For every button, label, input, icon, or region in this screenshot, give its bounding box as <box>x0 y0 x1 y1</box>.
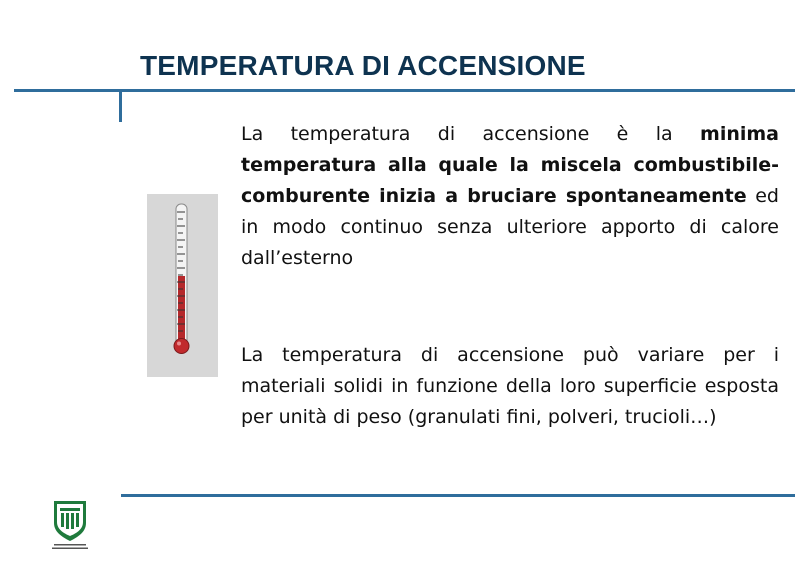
footer-rule <box>121 494 795 497</box>
university-logo <box>50 499 90 551</box>
title-rule <box>14 89 795 92</box>
definition-intro: La temperatura di accensione è la <box>241 123 701 145</box>
university-logo-icon <box>50 499 90 551</box>
slide-title: TEMPERATURA DI ACCENSIONE <box>140 50 586 81</box>
title-rule-tick <box>119 91 122 122</box>
definition-paragraph <box>241 119 779 274</box>
definition-highlight: minima temperatura alla quale la miscela combustibile-comburente inizia a bruciare spontaneamente <box>241 123 779 207</box>
thermometer-illustration <box>147 194 218 377</box>
definition-rest: ed in modo continuo senza ulteriore apporto di calore dall’esterno <box>241 185 779 269</box>
thermometer-icon <box>147 194 218 377</box>
variation-paragraph: La temperatura di accensione può variare per i materiali solidi in funzione della loro superficie esposta per unità di peso (granulati fini, polveri, trucioli…) <box>241 344 779 428</box>
